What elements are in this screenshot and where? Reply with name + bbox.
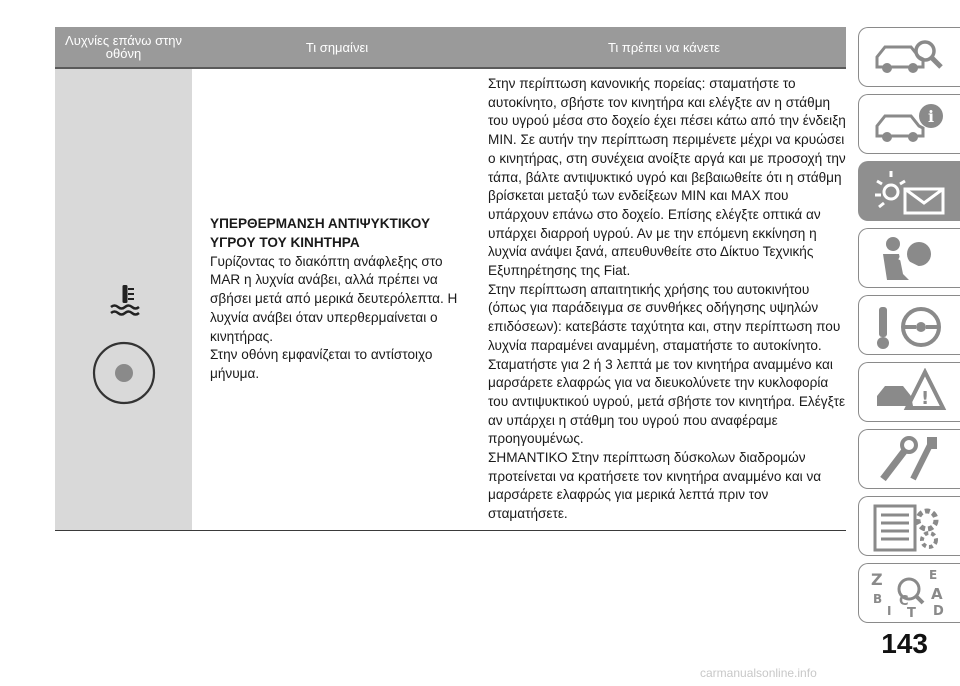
- svg-text:i: i: [928, 107, 935, 126]
- index-letter: Z: [871, 570, 883, 589]
- action-cell: [482, 69, 846, 530]
- svg-text:!: !: [921, 388, 930, 409]
- coolant-temperature-icon: [109, 283, 141, 317]
- warning-light-table: [55, 27, 846, 531]
- index-letter: A: [931, 585, 943, 603]
- tab-car-search[interactable]: [858, 27, 960, 87]
- car-info-icon: [869, 100, 949, 150]
- display-dot-icon: [92, 341, 156, 405]
- meaning-title: ΥΠΕΡΘΕΡΜΑΝΣΗ ΑΝΤΙΨΥΚΤΙΚΟΥ ΥΓΡΟΥ ΤΟΥ ΚΙΝΗΤΗΡΑ: [210, 216, 431, 251]
- car-search-icon: [869, 33, 949, 83]
- warning-lights-message-icon: [869, 167, 949, 217]
- watermark: carmanualsonline.info: [700, 666, 817, 680]
- index-letter: C: [899, 594, 909, 609]
- tab-starting-driving[interactable]: [858, 295, 960, 355]
- index-letter: D: [933, 604, 944, 619]
- meaning-note: Στην οθόνη εμφανίζεται το αντίστοιχο μήνυμα.: [210, 347, 433, 381]
- header-meaning: Τι σημαίνει: [305, 39, 369, 55]
- technical-data-icon: [869, 502, 949, 552]
- action-demanding-driving: Στην περίπτωση απαιτητικής χρήσης του αυτοκινήτου (όπως για παράδειγμα σε συνθήκες οδήγησης υψηλών επιδόσεων): κατεβάστε ταχύτητα και, στην περίπτωση που λυχνία παραμένει αναμμένη, σταματήστε το αυτοκίνητο. Σταματήστε για 2 ή 3 λεπτά με τον κινητήρα αναμμένο και μαρσάρετε ελαφρώς για να διευκολύνετε την κυκλοφορία του αντιψυκτικού υγρού, μετά σβήστε τον κινητήρα. Ελέγξτε αν υπάρχει η στάθμη του υγρού που αναφέραμε προηγουμένως.: [488, 281, 846, 447]
- meaning-cell: [192, 69, 482, 530]
- index-letter: T: [907, 606, 916, 619]
- table-header: [55, 27, 846, 69]
- index-letters-icon: [869, 569, 949, 619]
- index-letter: B: [873, 592, 883, 606]
- tab-airbag-seat[interactable]: [858, 228, 960, 288]
- tab-maintenance[interactable]: [858, 429, 960, 489]
- emergency-triangle-icon: [869, 368, 949, 418]
- starting-driving-icon: [869, 301, 949, 351]
- tab-warning-lights[interactable]: [858, 161, 960, 221]
- tab-technical-data[interactable]: [858, 496, 960, 556]
- icon-cell: [55, 69, 192, 530]
- action-important-note: ΣΗΜΑΝΤΙΚΟ Στην περίπτωση δύσκολων διαδρομών προτείνεται να κρατήσετε τον κινητήρα αναμμένο και να μαρσάρετε ελαφρώς για μερικά λεπτά πριν τον σταματήσετε.: [488, 450, 822, 522]
- meaning-body: Γυρίζοντας το διακόπτη ανάφλεξης στο MAR η λυχνία ανάβει, αλλά πρέπει να σβήσει μετά από μερικά δευτερόλεπτα. Η λυχνία ανάβει όταν υπερθερμαίνεται ο κινητήρας.: [210, 253, 458, 344]
- airbag-seat-icon: [869, 234, 949, 284]
- table-row: [55, 69, 846, 531]
- index-letter: I: [887, 604, 892, 618]
- page-number: 143: [881, 628, 928, 659]
- maintenance-tools-icon: [869, 435, 949, 485]
- tab-emergency[interactable]: [858, 362, 960, 422]
- index-letter: E: [929, 569, 938, 582]
- header-lights: Λυχνίες επάνω στην οθόνη: [65, 33, 182, 61]
- header-action: Τι πρέπει να κάνετε: [607, 39, 721, 55]
- tab-index[interactable]: [858, 563, 960, 623]
- action-normal-driving: Στην περίπτωση κανονικής πορείας: σταματήστε το αυτοκίνητο, σβήστε τον κινητήρα και ελέγξτε αν η στάθμη του υγρού μέσα στο δοχείο έχει πέσει κάτω από την ένδειξη MIN. Σε αυτήν την περίπτωση περιμένετε μέχρι να κρυώσει ο κινητήρας, στη συνέχεια ανοίξτε αργά και με προσοχή την τάπα, βάλτε αντιψυκτικό υγρό και βεβαιωθείτε ότι η στάθμη βρίσκεται μεταξύ των ενδείξεων MIN και MAX που υπάρχουν επάνω στο δοχείο. Επίσης ελέγξτε οπτικά αν υπάρχει διαρροή υγρού. Αν με την επόμενη εκκίνηση η λυχνία ανάψει ξανά, απευθυνθείτε στο Δίκτυο Τεχνικής Εξυπηρέτησης της Fiat.: [488, 76, 846, 279]
- tab-car-info[interactable]: [858, 94, 960, 154]
